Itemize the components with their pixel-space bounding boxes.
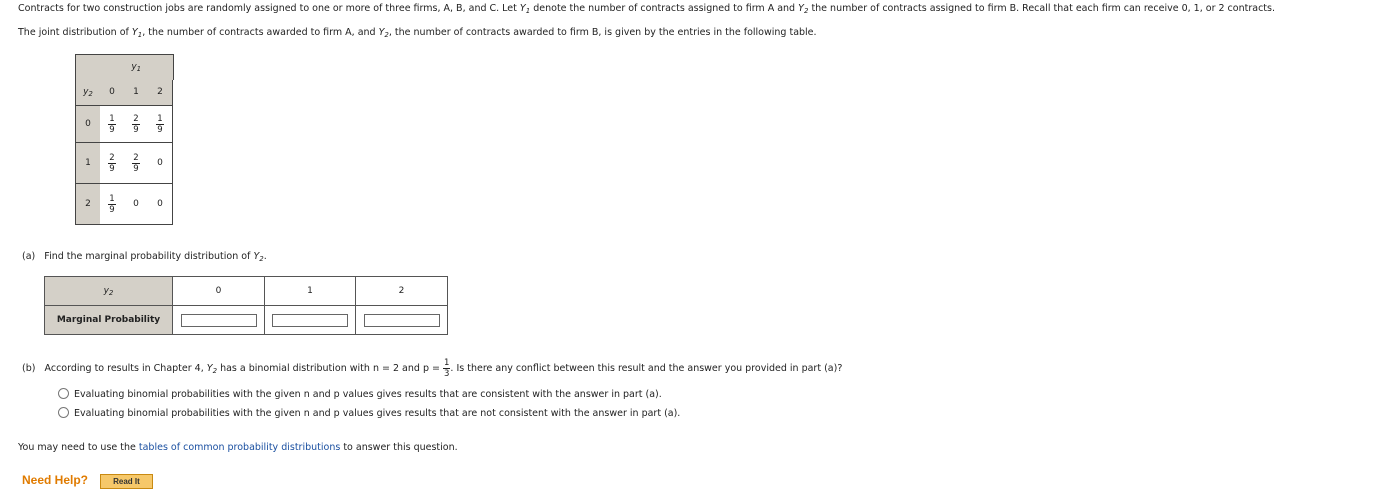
intro-text: denote the number of contracts assigned to firm A and [533, 3, 796, 14]
intro-text: , the number of contracts awarded to firm A, and [142, 27, 376, 38]
radio-button[interactable] [58, 388, 69, 399]
question-text: Find the marginal probability distribution of [44, 251, 251, 262]
option-consistent[interactable] [58, 389, 662, 400]
prob-cell: $\frac{1}{9}$ [148, 106, 173, 143]
marginal-value: 2 [356, 277, 448, 306]
intro-line-2 [18, 27, 817, 39]
col-header-y1: $y_1$ [100, 55, 173, 80]
marginal-table [44, 276, 448, 335]
option-not-consistent[interactable] [58, 408, 680, 419]
col-value: 1 [124, 80, 148, 106]
radio-button[interactable] [58, 407, 69, 418]
option-label: Evaluating binomial probabilities with the given n and p values gives results that are consistent with the answer in part (a). [74, 389, 662, 400]
var-y2: $Y_2$ [378, 27, 389, 39]
prob-cell: $\frac{2}{9}$ [100, 143, 124, 184]
intro-text: Contracts for two construction jobs are randomly assigned to one or more of three firms, A, B, and C. Let [18, 3, 517, 14]
table-row [76, 106, 174, 143]
need-help-label: Need Help? [22, 473, 89, 487]
intro-text: the number of contracts assigned to firm B. Recall that each firm can receive 0, 1, or 2 contracts. [811, 3, 1275, 14]
part-label: (b) [22, 363, 36, 374]
prob-cell: $\frac{1}{9}$ [100, 106, 124, 143]
part-b-question [22, 358, 842, 379]
n-value: n = 2 and [372, 363, 420, 374]
read-it-button[interactable]: Read It [100, 474, 153, 489]
p-fraction: $\frac{1}{3}$ [444, 358, 450, 379]
prob-cell: $\frac{2}{9}$ [124, 106, 148, 143]
answer-cell [173, 306, 265, 335]
joint-distribution-table [75, 54, 174, 225]
var-y1: $Y_1$ [131, 27, 143, 39]
question-text: . Is there any conflict between this result and the answer you provided in part (a)? [450, 363, 843, 374]
note-text: You may need to use the [18, 442, 136, 453]
row-label: 1 [76, 143, 101, 184]
var-y2: $Y_2$ [206, 363, 218, 375]
note-text: to answer this question. [343, 442, 458, 453]
marginal-value: 0 [173, 277, 265, 306]
help-bar [22, 473, 153, 489]
p-label: p = [422, 363, 440, 374]
intro-text: The joint distribution of [18, 27, 129, 38]
answer-input-y2-0[interactable] [181, 314, 257, 327]
answer-cell [356, 306, 448, 335]
row-label: 0 [76, 106, 101, 143]
answer-cell [265, 306, 356, 335]
intro-text: , the number of contracts awarded to firm B, is given by the entries in the following table. [388, 27, 817, 38]
marginal-row-label: Marginal Probability [45, 306, 173, 335]
prob-cell: $\frac{1}{9}$ [100, 184, 124, 225]
var-y2: $Y_2$ [798, 3, 809, 15]
prob-cell: 0 [148, 184, 173, 225]
prob-cell: $\frac{2}{9}$ [124, 143, 148, 184]
marginal-value: 1 [265, 277, 356, 306]
col-value: 2 [148, 80, 173, 106]
table-row [76, 184, 174, 225]
col-value: 0 [100, 80, 124, 106]
prob-cell: 0 [124, 184, 148, 225]
distribution-tables-link[interactable]: tables of common probability distributions [138, 442, 341, 453]
tables-note [18, 442, 458, 453]
answer-input-y2-2[interactable] [364, 314, 440, 327]
row-header-y2: $y_2$ [76, 80, 101, 106]
prob-cell: 0 [148, 143, 173, 184]
var-y1: $Y_1$ [519, 3, 531, 15]
marginal-header-y2: $y_2$ [45, 277, 173, 306]
table-row [76, 143, 174, 184]
question-text: According to results in Chapter 4, [44, 363, 204, 374]
part-label: (a) [22, 251, 36, 262]
intro-line-1 [18, 3, 1275, 15]
option-label: Evaluating binomial probabilities with the given n and p values gives results that are not consistent with the answer in part (a). [74, 408, 681, 419]
var-y2: $Y_2$ [253, 251, 264, 263]
answer-input-y2-1[interactable] [272, 314, 348, 327]
row-label: 2 [76, 184, 101, 225]
part-a-question: (a) Find the marginal probability distribution of $Y_2$. [22, 251, 267, 263]
question-text: has a binomial distribution with [220, 363, 370, 374]
